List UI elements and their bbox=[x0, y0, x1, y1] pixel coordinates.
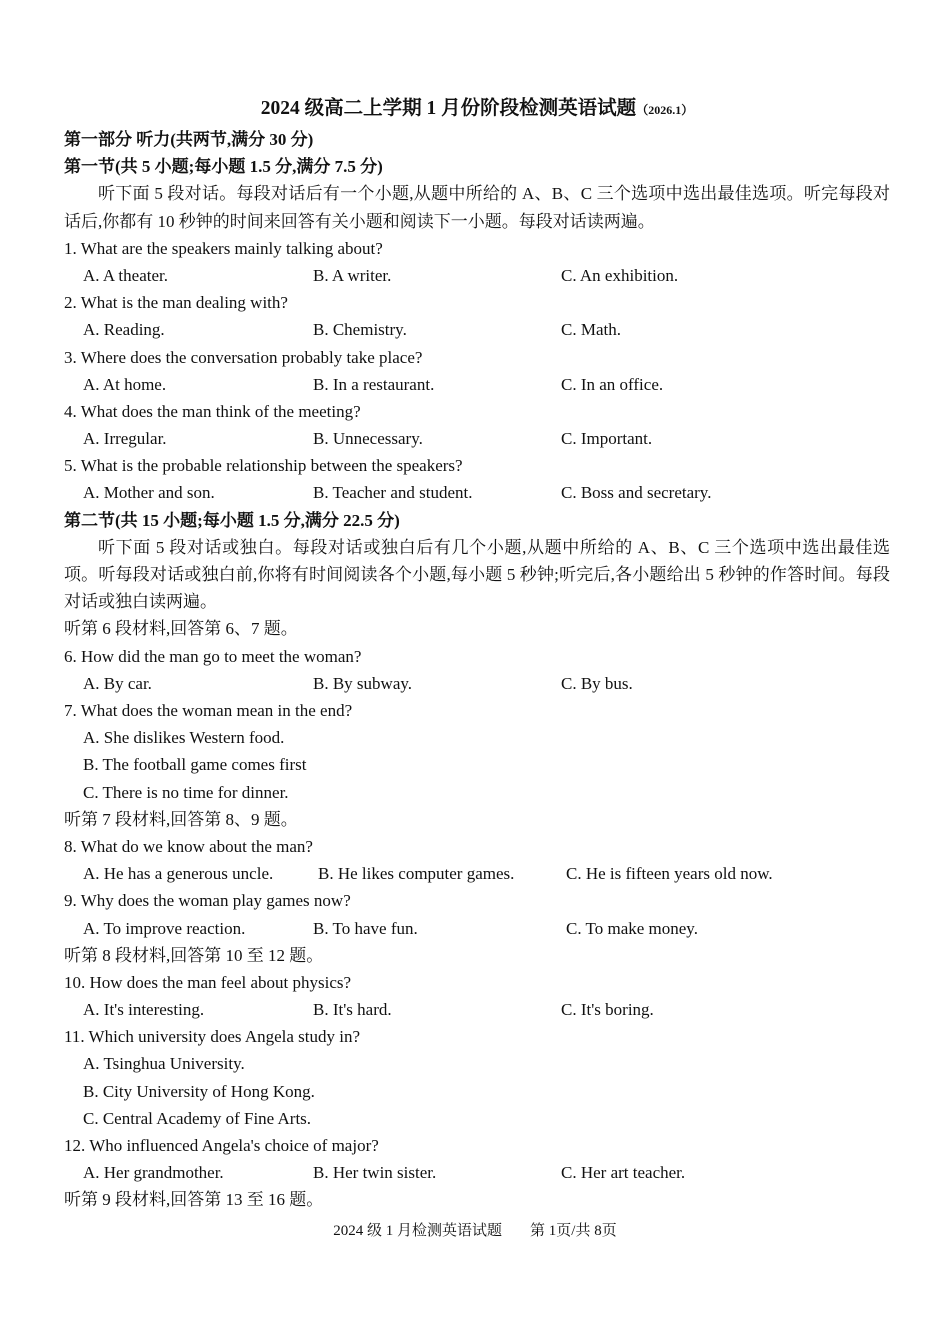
question-options bbox=[64, 371, 890, 398]
option-a: A. Her grandmother. bbox=[83, 1163, 224, 1183]
option-b: B. Chemistry. bbox=[313, 320, 407, 340]
option-c: C. Math. bbox=[561, 320, 621, 340]
question-stem: 4. What does the man think of the meeting? bbox=[64, 401, 361, 421]
option-c: C. Important. bbox=[561, 429, 653, 449]
exam-page bbox=[64, 96, 890, 1214]
option-a: A. At home. bbox=[83, 374, 167, 394]
option-b: B. By subway. bbox=[313, 673, 413, 693]
option-c: C. Boss and secretary. bbox=[561, 483, 712, 503]
option-b: B. Her twin sister. bbox=[313, 1163, 437, 1183]
option-a: A. Irregular. bbox=[83, 429, 167, 449]
question-stem: 1. What are the speakers mainly talking about? bbox=[64, 238, 383, 258]
section1-heading: 第一节(共 5 小题;每小题 1.5 分,满分 7.5 分) bbox=[64, 157, 383, 177]
option-c: C. An exhibition. bbox=[561, 265, 679, 285]
question-options bbox=[64, 996, 890, 1023]
option-b: B. He likes computer games. bbox=[318, 864, 515, 884]
option-b: B. City University of Hong Kong. bbox=[83, 1081, 315, 1101]
section2-instructions: 听下面 5 段对话或独白。每段对话或独白后有几个小题,从题中所给的 A、B、C 三个选项中选出最佳选项。听每段对话或独白前,你将有时间阅读各个小题,每小题 5 秒钟;听完后,各小题给出 5 秒钟的作答时间。每段对话或独白读两遍。 bbox=[64, 537, 890, 612]
option-b: B. Unnecessary. bbox=[313, 429, 423, 449]
option-c: C. It's boring. bbox=[561, 1000, 654, 1020]
option-b: B. In a restaurant. bbox=[313, 374, 435, 394]
page-footer bbox=[0, 1220, 950, 1242]
option-b: B. The football game comes first bbox=[83, 755, 307, 775]
option-a: A. Mother and son. bbox=[83, 483, 215, 503]
option-c: C. To make money. bbox=[566, 918, 698, 938]
question-stem: 3. Where does the conversation probably take place? bbox=[64, 347, 423, 367]
option-c: C. Central Academy of Fine Arts. bbox=[83, 1108, 312, 1128]
question-options bbox=[64, 262, 890, 289]
option-b: B. A writer. bbox=[313, 265, 392, 285]
option-a: A. To improve reaction. bbox=[83, 918, 246, 938]
question-stem: 7. What does the woman mean in the end? bbox=[64, 701, 353, 721]
option-c: C. There is no time for dinner. bbox=[83, 782, 289, 802]
option-a: A. Tsinghua University. bbox=[83, 1054, 245, 1074]
footer-exam-name: 2024 级 1 月检测英语试题 bbox=[333, 1223, 503, 1239]
option-a: A. By car. bbox=[83, 673, 152, 693]
option-b: B. Teacher and student. bbox=[313, 483, 473, 503]
option-c: C. In an office. bbox=[561, 374, 664, 394]
exam-date: （2026.1） bbox=[636, 103, 694, 117]
option-a: A. A theater. bbox=[83, 265, 168, 285]
question-options bbox=[64, 425, 890, 452]
section2-heading: 第二节(共 15 小题;每小题 1.5 分,满分 22.5 分) bbox=[64, 510, 400, 530]
question-stem: 12. Who influenced Angela's choice of major? bbox=[64, 1136, 379, 1156]
option-c: C. He is fifteen years old now. bbox=[566, 864, 773, 884]
option-c: C. By bus. bbox=[561, 673, 633, 693]
material-heading: 听第 6 段材料,回答第 6、7 题。 bbox=[64, 619, 298, 639]
question-stem: 9. Why does the woman play games now? bbox=[64, 891, 351, 911]
question-stem: 6. How did the man go to meet the woman? bbox=[64, 646, 362, 666]
question-stem: 5. What is the probable relationship between the speakers? bbox=[64, 456, 463, 476]
question-stem: 8. What do we know about the man? bbox=[64, 836, 313, 856]
part1-heading: 第一部分 听力(共两节,满分 30 分) bbox=[64, 130, 314, 149]
option-b: B. To have fun. bbox=[313, 918, 418, 938]
question-options bbox=[64, 860, 890, 887]
exam-title: 2024 级高二上学期 1 月份阶段检测英语试题（2026.1） bbox=[260, 98, 694, 119]
question-stem: 11. Which university does Angela study in? bbox=[64, 1027, 361, 1047]
question-options bbox=[64, 479, 890, 506]
material-heading: 听第 9 段材料,回答第 13 至 16 题。 bbox=[64, 1190, 324, 1210]
question-options bbox=[64, 670, 890, 697]
footer-page-info: 第 1页/共 8页 bbox=[530, 1223, 617, 1239]
option-a: A. It's interesting. bbox=[83, 1000, 205, 1020]
question-options bbox=[64, 1159, 890, 1186]
option-a: A. He has a generous uncle. bbox=[83, 864, 274, 884]
question-stem: 10. How does the man feel about physics? bbox=[64, 972, 352, 992]
section1-instructions: 听下面 5 段对话。每段对话后有一个小题,从题中所给的 A、B、C 三个选项中选出最佳选项。听完每段对话后,你都有 10 秒钟的时间来回答有关小题和阅读下一小题。每段对话读两遍。 bbox=[64, 184, 890, 231]
option-a: A. Reading. bbox=[83, 320, 165, 340]
question-stem: 2. What is the man dealing with? bbox=[64, 293, 288, 313]
question-options bbox=[64, 915, 890, 942]
option-a: A. She dislikes Western food. bbox=[83, 728, 285, 748]
question-options bbox=[64, 316, 890, 343]
material-heading: 听第 8 段材料,回答第 10 至 12 题。 bbox=[64, 945, 324, 965]
option-b: B. It's hard. bbox=[313, 1000, 392, 1020]
material-heading: 听第 7 段材料,回答第 8、9 题。 bbox=[64, 809, 298, 829]
option-c: C. Her art teacher. bbox=[561, 1163, 686, 1183]
